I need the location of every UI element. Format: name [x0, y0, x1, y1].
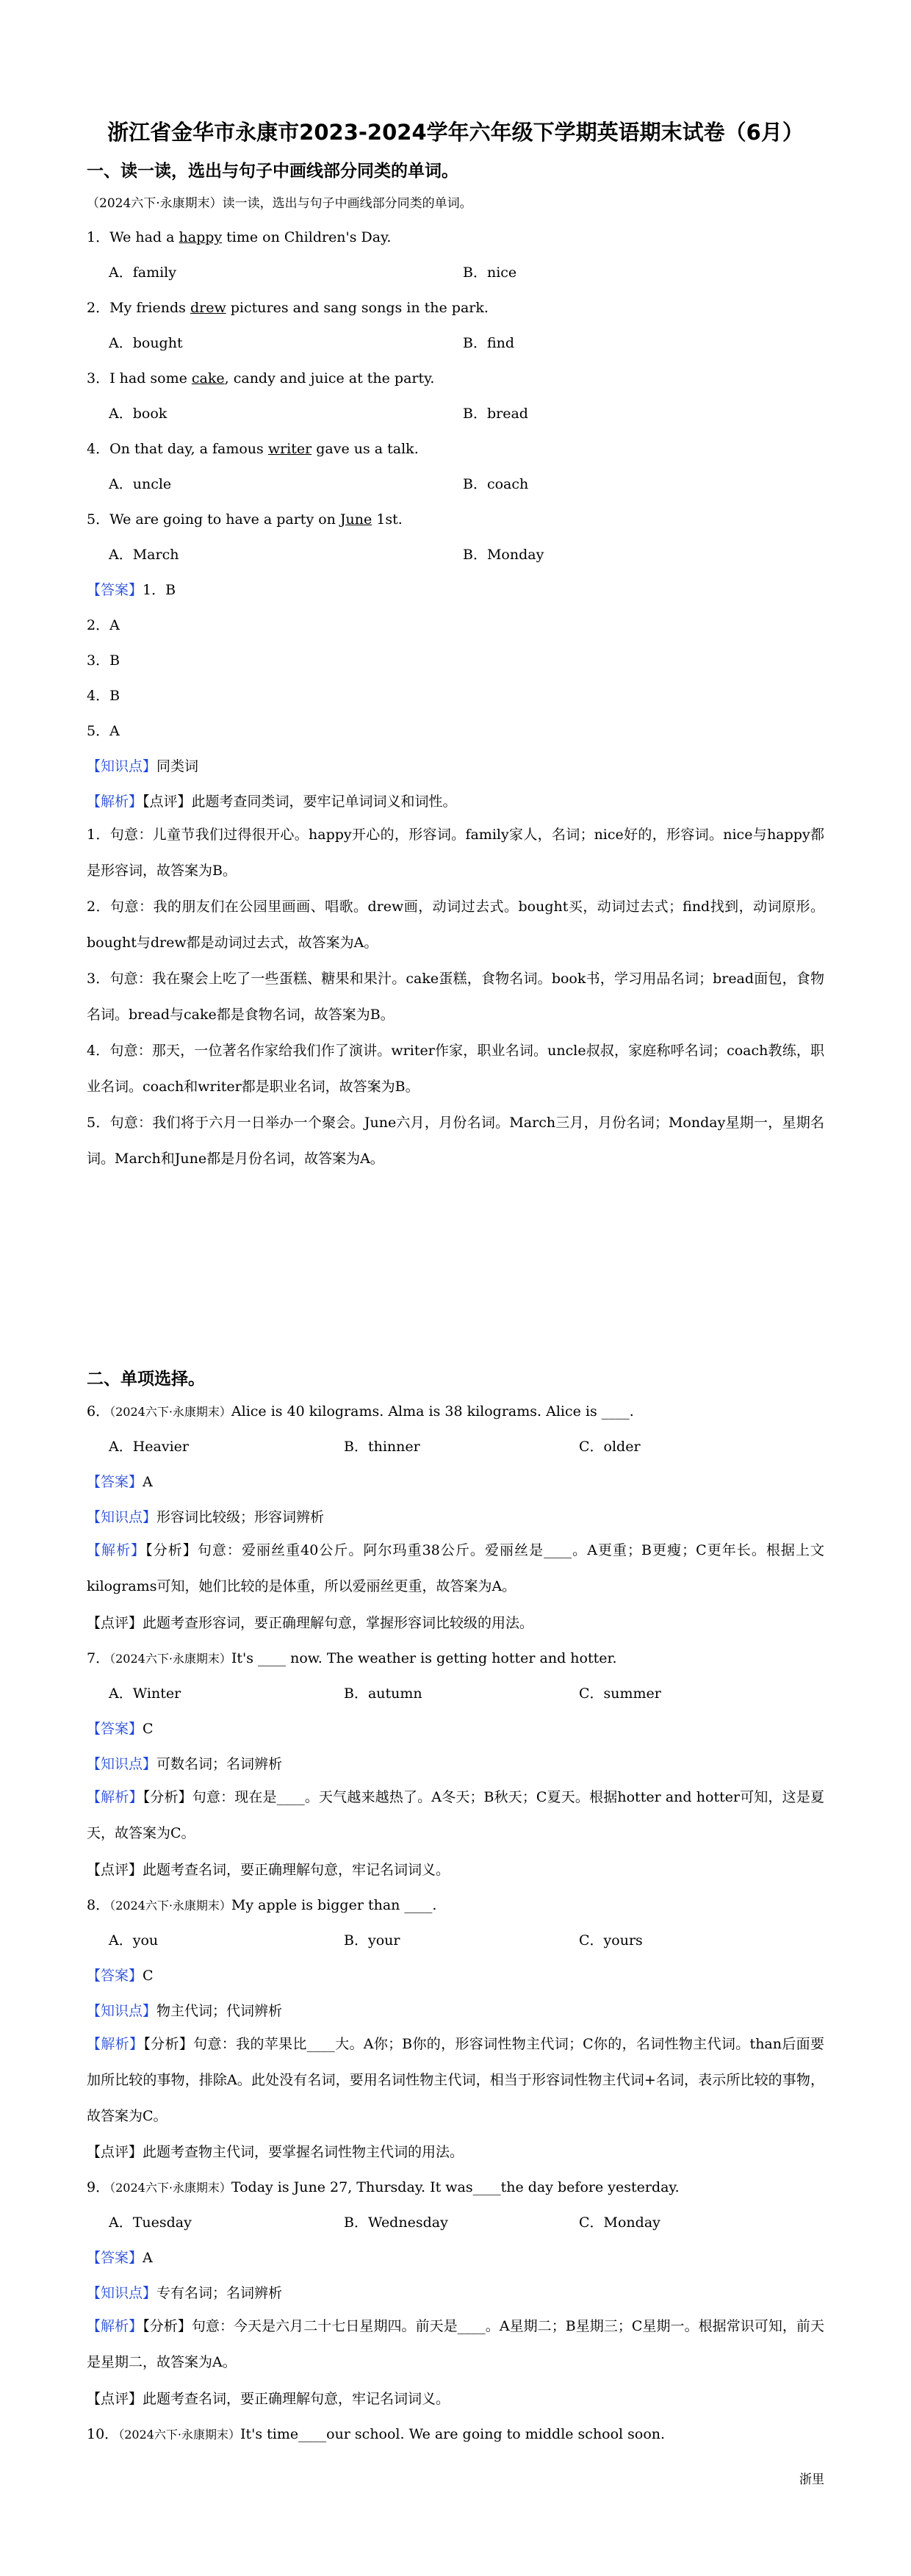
comment-line: 【点评】此题考查名词，要正确理解句意，牢记名词词义。: [87, 1862, 450, 1878]
explanation-2: 2．句意：我的朋友们在公园里画画、唱歌。drew画，动词过去式。bought买，动词过去式；find找到，动词原形。bought与drew都是动词过去式，故答案为A。: [87, 899, 824, 951]
option-c: C．yours: [579, 1932, 643, 1949]
comment-line: 【点评】此题考查物主代词，要掌握名词性物主代词的用法。: [87, 2144, 464, 2160]
underlined-word: drew: [190, 300, 226, 316]
answer-line: 2．A: [87, 617, 120, 633]
option-b: B．thinner: [344, 1439, 420, 1455]
option-a: A．Tuesday: [109, 2215, 192, 2231]
option-a: A．bought: [109, 335, 183, 351]
option-a: A．Winter: [109, 1685, 181, 1702]
knowledge-line: 【知识点】物主代词；代词辨析: [87, 2003, 283, 2019]
option-c: C．summer: [579, 1685, 661, 1702]
answer-line: 【答案】1．B: [87, 582, 176, 598]
comment-line: 【点评】此题考查名词，要正确理解句意，牢记名词词义。: [87, 2391, 450, 2407]
question-6: 6．（2024六下·永康期末）Alice is 40 kilograms. Alma is 38 kilograms. Alice is ____.: [87, 1403, 634, 1420]
analysis-line: 【解析】【分析】句意：现在是____。天气越来越热了。A冬天；B秋天；C夏天。根据hotter and hotter可知，这是夏天，故答案为C。: [87, 1789, 824, 1841]
question-5: 5．We are going to have a party on June 1st.: [87, 511, 403, 528]
option-b: B．your: [344, 1932, 400, 1949]
answer-line: 【答案】A: [87, 1474, 153, 1490]
underlined-word: writer: [267, 441, 312, 457]
section2-heading: 二、单项选择。: [87, 1370, 205, 1389]
underlined-word: June: [339, 511, 372, 528]
underlined-word: happy: [179, 229, 223, 245]
option-b: B．Wednesday: [344, 2215, 448, 2231]
analysis-line: 【解析】【分析】句意：爱丽丝重40公斤。阿尔玛重38公斤。爱丽丝是____。A更重；B更瘦；C更年长。根据上文kilograms可知，她们比较的是体重，所以爱丽丝更重，故答案为A。: [87, 1542, 824, 1594]
analysis-line: 【解析】【分析】句意：今天是六月二十七日星期四。前天是____。A星期二；B星期三；C星期一。根据常识可知，前天是星期二，故答案为A。: [87, 2318, 824, 2370]
section1-heading: 一、读一读，选出与句子中画线部分同类的单词。: [87, 162, 458, 181]
question-8: 8．（2024六下·永康期末）My apple is bigger than ____.: [87, 1897, 437, 1913]
answer-line: 【答案】C: [87, 1721, 154, 1737]
answer-line: 5．A: [87, 723, 120, 739]
answer-line: 4．B: [87, 688, 120, 704]
option-a: A．book: [109, 406, 168, 422]
question-9: 9．（2024六下·永康期末）Today is June 27, Thursday. It was____the day before yesterday.: [87, 2179, 680, 2195]
section1-source: （2024六下·永康期末）读一读，选出与句子中画线部分同类的单词。: [87, 196, 472, 211]
answer-line: 【答案】C: [87, 1968, 154, 1984]
question-10: 10．（2024六下·永康期末）It's time____our school. We are going to middle school soon.: [87, 2426, 666, 2442]
explanation-5: 5．句意：我们将于六月一日举办一个聚会。June六月，月份名词。March三月，月份名词；Monday星期一，星期名词。March和June都是月份名词，故答案为A。: [87, 1115, 824, 1167]
underlined-word: cake: [191, 370, 225, 386]
knowledge-line: 【知识点】形容词比较级；形容词辨析: [87, 1509, 325, 1525]
question-7: 7．（2024六下·永康期末）It's ____ now. The weather is getting hotter and hotter.: [87, 1650, 617, 1666]
analysis-line: 【解析】【分析】句意：我的苹果比____大。A你；B你的，形容词性物主代词；C你的，名词性物主代词。than后面要加所比较的事物，排除A。此处没有名词，要用名词性物主代词，相当于形容词性物主代词+名词，表示所比较的事物，故答案为C。: [87, 2036, 824, 2124]
option-c: C．Monday: [579, 2215, 660, 2231]
page-footer: 浙里: [799, 2472, 824, 2487]
question-3: 3．I had some cake, candy and juice at the party.: [87, 370, 435, 386]
question-2: 2．My friends drew pictures and sang songs in the park.: [87, 300, 489, 316]
option-b: B．nice: [463, 265, 517, 281]
option-a: A．March: [109, 547, 179, 563]
option-b: B．bread: [463, 406, 528, 422]
knowledge-line: 【知识点】专有名词；名词辨析: [87, 2285, 283, 2301]
knowledge-line: 【知识点】同类词: [87, 758, 199, 774]
option-a: A．uncle: [109, 476, 172, 492]
option-b: B．Monday: [463, 547, 544, 563]
explanation-1: 1．句意：儿童节我们过得很开心。happy开心的，形容词。family家人，名词；nice好的，形容词。nice与happy都是形容词，故答案为B。: [87, 827, 824, 879]
comment-line: 【点评】此题考查形容词，要正确理解句意，掌握形容词比较级的用法。: [87, 1615, 534, 1631]
analysis-line: 【解析】【点评】此题考查同类词，要牢记单词词义和词性。: [87, 794, 457, 810]
question-4: 4．On that day, a famous writer gave us a talk.: [87, 441, 419, 457]
option-b: B．autumn: [344, 1685, 422, 1702]
explanation-3: 3．句意：我在聚会上吃了一些蛋糕、糖果和果汁。cake蛋糕，食物名词。book书，学习用品名词；bread面包，食物名词。bread与cake都是食物名词，故答案为B。: [87, 971, 824, 1023]
answer-line: 3．B: [87, 652, 120, 669]
page-title: 浙江省金华市永康市2023-2024学年六年级下学期英语期末试卷（6月）: [107, 120, 804, 145]
question-1: 1．We had a happy time on Children's Day.: [87, 229, 392, 245]
knowledge-line: 【知识点】可数名词；名词辨析: [87, 1756, 283, 1772]
option-a: A．you: [109, 1932, 159, 1949]
explanation-4: 4．句意：那天，一位著名作家给我们作了演讲。writer作家，职业名词。uncle叔叔，家庭称呼名词；coach教练，职业名词。coach和writer都是职业名词，故答案为B。: [87, 1043, 824, 1095]
option-b: B．coach: [463, 476, 529, 492]
option-b: B．find: [463, 335, 515, 351]
option-c: C．older: [579, 1439, 641, 1455]
option-a: A．family: [109, 265, 176, 281]
option-a: A．Heavier: [109, 1439, 189, 1455]
answer-line: 【答案】A: [87, 2250, 153, 2266]
